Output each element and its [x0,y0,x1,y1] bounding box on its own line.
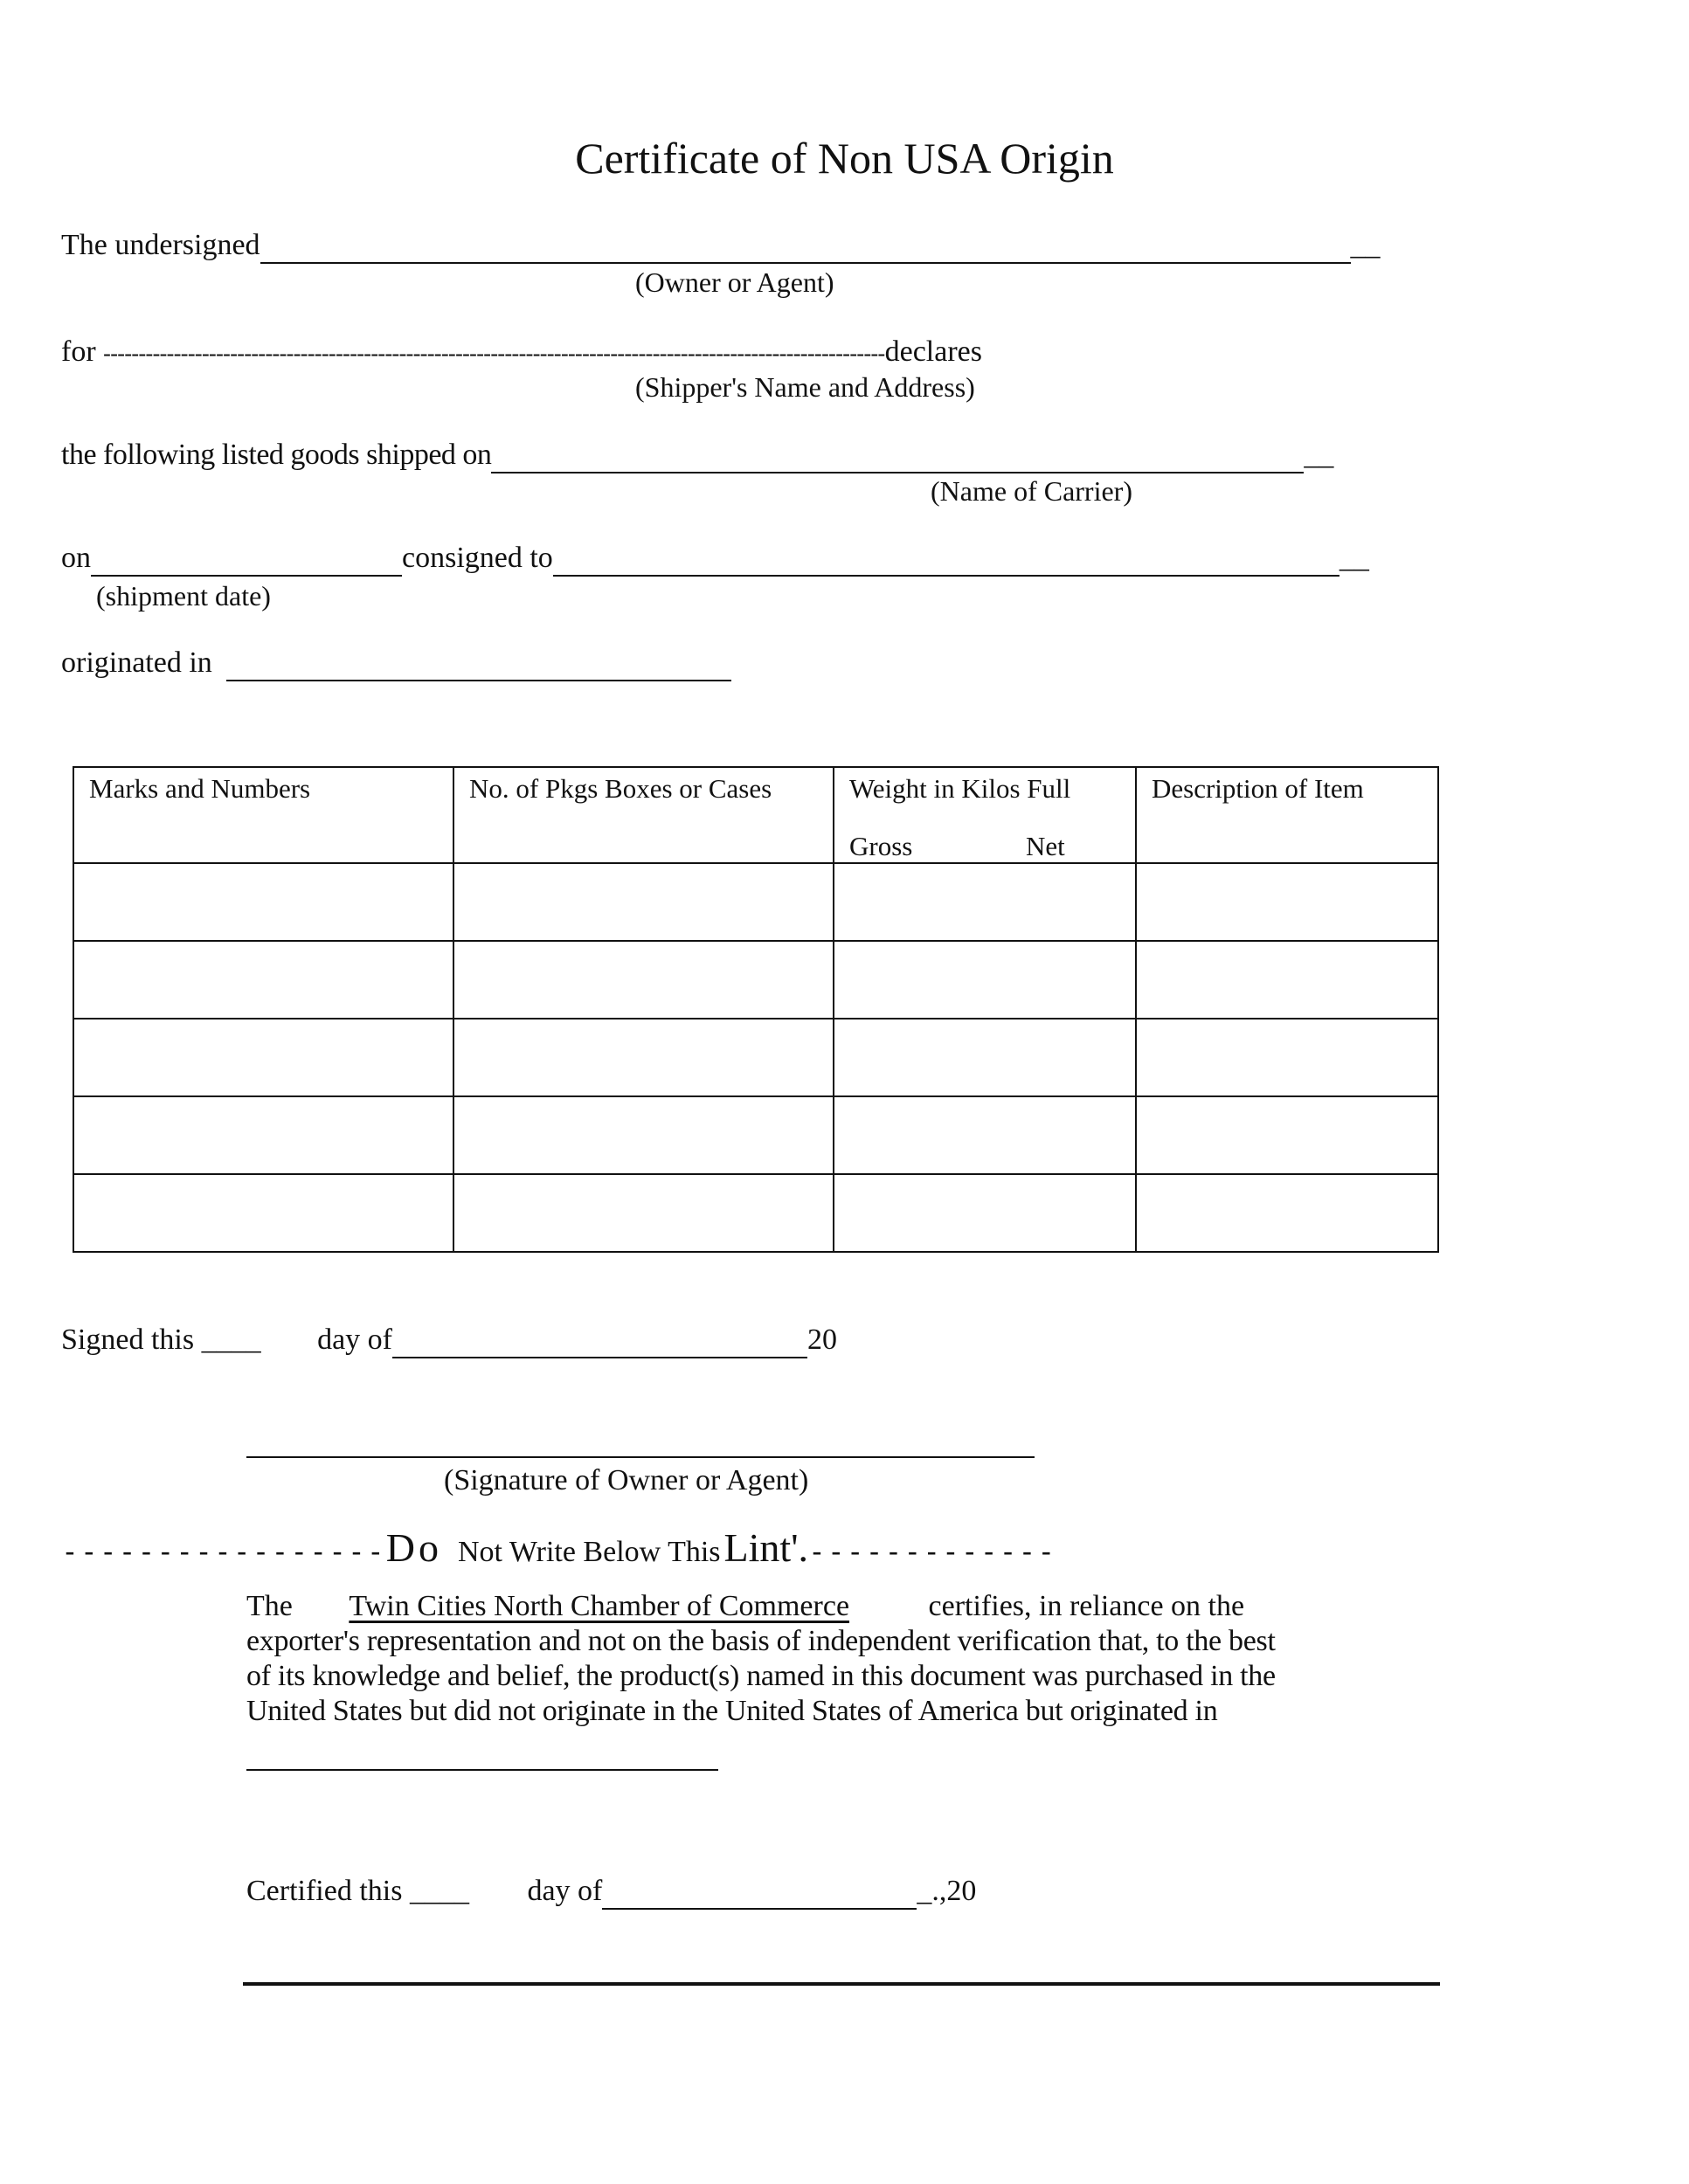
shipper-field[interactable]: --------------------------------------------------------------------------------------------------------------- [103,341,885,366]
owner-agent-caption: (Owner or Agent) [635,266,834,298]
table-cell-weight[interactable] [834,1019,1136,1096]
signature-caption: (Signature of Owner or Agent) [444,1464,809,1496]
table-cell-description[interactable] [1136,863,1438,941]
certification-line-4: United States but did not originate in the United States of America but originated in [246,1695,1218,1727]
certified-line [246,1875,976,1910]
table-row [73,941,1438,1019]
table-cell-description[interactable] [1136,1096,1438,1174]
goods-table [73,766,1439,1253]
consigned-tail: __ [1339,542,1369,574]
certified-month-field[interactable] [602,1875,917,1910]
for-line [61,335,982,369]
signed-day-field[interactable]: ____ [201,1324,261,1356]
originated-label: originated in [61,646,212,679]
on-label: on [61,542,91,574]
origin-country-field[interactable] [226,646,731,681]
cert-line1-rest: certifies, in reliance on the [928,1590,1245,1622]
table-cell-marks[interactable] [73,941,453,1019]
table-cell-weight[interactable] [834,941,1136,1019]
table-cell-description[interactable] [1136,1174,1438,1252]
subheader-gross: Gross [849,831,913,861]
undersigned-label: The undersigned [61,229,260,261]
header-packages: No. of Pkgs Boxes or Cases [453,767,834,863]
table-cell-marks[interactable] [73,1174,453,1252]
table-cell-description[interactable] [1136,1019,1438,1096]
divider-left-dashes: ----------------- [61,1534,386,1568]
header-marks-numbers: Marks and Numbers [73,767,453,863]
originated-line [61,646,731,681]
chamber-name: Twin Cities North Chamber of Commerce [349,1590,850,1622]
divider-right-dashes: ------------- [807,1534,1057,1568]
table-cell-marks[interactable] [73,863,453,941]
for-label: for [61,335,96,368]
document-title: Certificate of Non USA Origin [575,134,1114,183]
certified-year-label: _.,20 [917,1875,977,1907]
undersigned-line [61,229,1381,264]
declares-label: declares [884,335,982,368]
signed-year-label: 20 [807,1324,837,1356]
shipped-on-label: the following listed goods shipped on [61,439,492,471]
cert-origin-field[interactable] [246,1769,718,1771]
carrier-caption: (Name of Carrier) [931,475,1132,507]
consigned-to-label: consigned to [402,542,553,574]
shipment-date-caption: (shipment date) [96,580,271,612]
table-cell-marks[interactable] [73,1019,453,1096]
certified-day-of-label: day of [527,1875,603,1907]
carrier-field[interactable] [491,439,1304,473]
signed-line [61,1324,837,1358]
consigned-line [61,542,1369,577]
certified-day-field[interactable]: ____ [409,1875,469,1907]
table-row [73,863,1438,941]
owner-agent-field[interactable] [260,229,1351,264]
shipped-on-line [61,439,1333,473]
table-cell-packages[interactable] [453,1096,834,1174]
table-row [73,1174,1438,1252]
shipper-caption: (Shipper's Name and Address) [635,371,975,403]
table-header-row [73,767,1438,863]
table-cell-weight[interactable] [834,1096,1136,1174]
divider-lint: Lint'. [723,1525,808,1570]
divider-do: Do [385,1525,442,1570]
certification-line-1 [246,1590,1244,1623]
signed-label: Signed this [61,1324,195,1356]
certification-line-3: of its knowledge and belief, the product(s) named in this document was purchased in the [246,1660,1276,1692]
table-cell-packages[interactable] [453,941,834,1019]
subheader-net: Net [1026,831,1065,861]
table-cell-packages[interactable] [453,1019,834,1096]
signed-day-of-label: day of [317,1324,392,1356]
do-not-write-divider [61,1524,1056,1571]
consignee-field[interactable] [553,542,1339,577]
shipment-date-field[interactable] [91,542,402,577]
table-cell-weight[interactable] [834,863,1136,941]
shipped-on-tail: __ [1304,439,1334,471]
signed-month-field[interactable] [392,1324,807,1358]
header-weight: Weight in Kilos Full Gross Net [834,767,1136,863]
certification-line-2: exporter's representation and not on the basis of independent verification that, to the best [246,1625,1276,1657]
signature-field[interactable] [246,1456,1035,1458]
certified-label: Certified this [246,1875,403,1907]
header-description: Description of Item [1136,767,1438,863]
cert-the: The [246,1590,293,1622]
table-cell-weight[interactable] [834,1174,1136,1252]
undersigned-tail: __ [1350,229,1381,261]
table-cell-marks[interactable] [73,1096,453,1174]
divider-middle-text: Not Write Below This [458,1536,721,1568]
table-cell-packages[interactable] [453,1174,834,1252]
table-row [73,1096,1438,1174]
table-row [73,1019,1438,1096]
chamber-signature-field[interactable] [243,1982,1440,1986]
table-cell-packages[interactable] [453,863,834,941]
table-cell-description[interactable] [1136,941,1438,1019]
